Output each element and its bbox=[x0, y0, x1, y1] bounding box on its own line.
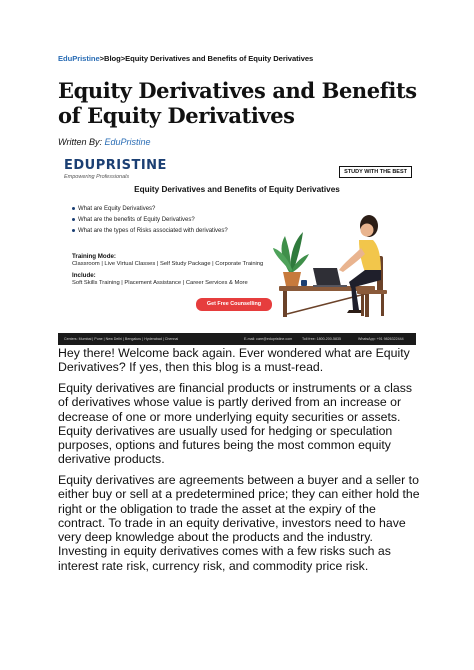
body-paragraph: Hey there! Welcome back again. Ever wondered what are Equity Derivatives? If yes, then this blog is a must-read. bbox=[58, 346, 410, 375]
footer-centers: Centers: Mumbai | Pune | New Delhi | Bengaluru | Hyderabad | Chennai bbox=[64, 337, 179, 341]
banner-bullet-item: What are the benefits of Equity Derivatives? bbox=[72, 215, 228, 226]
breadcrumb-site-link[interactable]: EduPristine bbox=[58, 54, 100, 63]
logo-tagline: Empowering Professionals bbox=[64, 174, 130, 180]
plant-icon bbox=[273, 232, 309, 286]
training-mode-label: Training Mode: bbox=[72, 253, 116, 260]
get-free-counselling-button[interactable]: Get Free Counselling bbox=[196, 298, 272, 311]
article-banner-image bbox=[58, 152, 416, 345]
bullet-dot-icon bbox=[72, 229, 75, 232]
edupristine-logo bbox=[64, 158, 167, 180]
breadcrumb bbox=[58, 54, 313, 63]
bullet-dot-icon bbox=[72, 218, 75, 221]
woman-at-desk-illustration bbox=[273, 210, 403, 318]
banner-title: Equity Derivatives and Benefits of Equity Derivatives bbox=[134, 185, 340, 194]
footer-whatsapp: WhatsApp: +91 9826322444 bbox=[358, 337, 404, 341]
training-mode-value: Classroom | Live Virtual Classes | Self Study Package | Corporate Training bbox=[72, 261, 264, 267]
include-value: Soft Skills Training | Placement Assistance | Career Services & More bbox=[72, 280, 248, 286]
breadcrumb-current: Equity Derivatives and Benefits of Equity Derivatives bbox=[125, 54, 314, 63]
mug-icon bbox=[301, 280, 307, 286]
include-label: Include: bbox=[72, 272, 96, 279]
bullet-dot-icon bbox=[72, 207, 75, 210]
breadcrumb-blog-link[interactable]: Blog bbox=[104, 54, 121, 63]
banner-bullet-item: What are Equity Derivatives? bbox=[72, 204, 228, 215]
author-prefix: Written By: bbox=[58, 137, 105, 147]
logo-wordmark: EDUPRISTINE bbox=[64, 158, 167, 173]
article-author bbox=[58, 137, 151, 147]
footer-tollfree: Toll free: 1800-200-5835 bbox=[302, 337, 341, 341]
footer-email: E-mail: care@edupristine.com bbox=[244, 337, 293, 341]
breadcrumb-separator: > bbox=[99, 54, 105, 63]
study-with-the-best-badge: STUDY WITH THE BEST bbox=[339, 166, 412, 178]
banner-contact-strip bbox=[58, 333, 416, 345]
article-title: Equity Derivatives and Benefits of Equity Derivatives bbox=[58, 78, 417, 128]
body-paragraph: Equity derivatives are financial products or instruments or a class of derivatives whose value is partly derived from an increase or decrease of one or more underlying equity securities or assets. Equity derivatives are usually used for hedging or speculation purposes, options and futures being the most common equity derivative products. bbox=[58, 381, 413, 467]
breadcrumb-separator: > bbox=[120, 54, 126, 63]
author-name-link[interactable]: EduPristine bbox=[104, 137, 151, 147]
banner-bullet-item: What are the types of Risks associated with derivatives? bbox=[72, 226, 228, 237]
banner-bullet-list bbox=[72, 204, 228, 237]
body-paragraph: Equity derivatives are agreements between a buyer and a seller to either buy or sell at a predetermined price; they can either hold the right or the obligation to trade the asset at the expiry of the contract. To trade in an equity derivative, investors need to have very deep knowledge about the products and the industry. Investing in equity derivatives comes with a few risks such as interest rate risk, currency risk, and commodity price risk. bbox=[58, 473, 420, 573]
